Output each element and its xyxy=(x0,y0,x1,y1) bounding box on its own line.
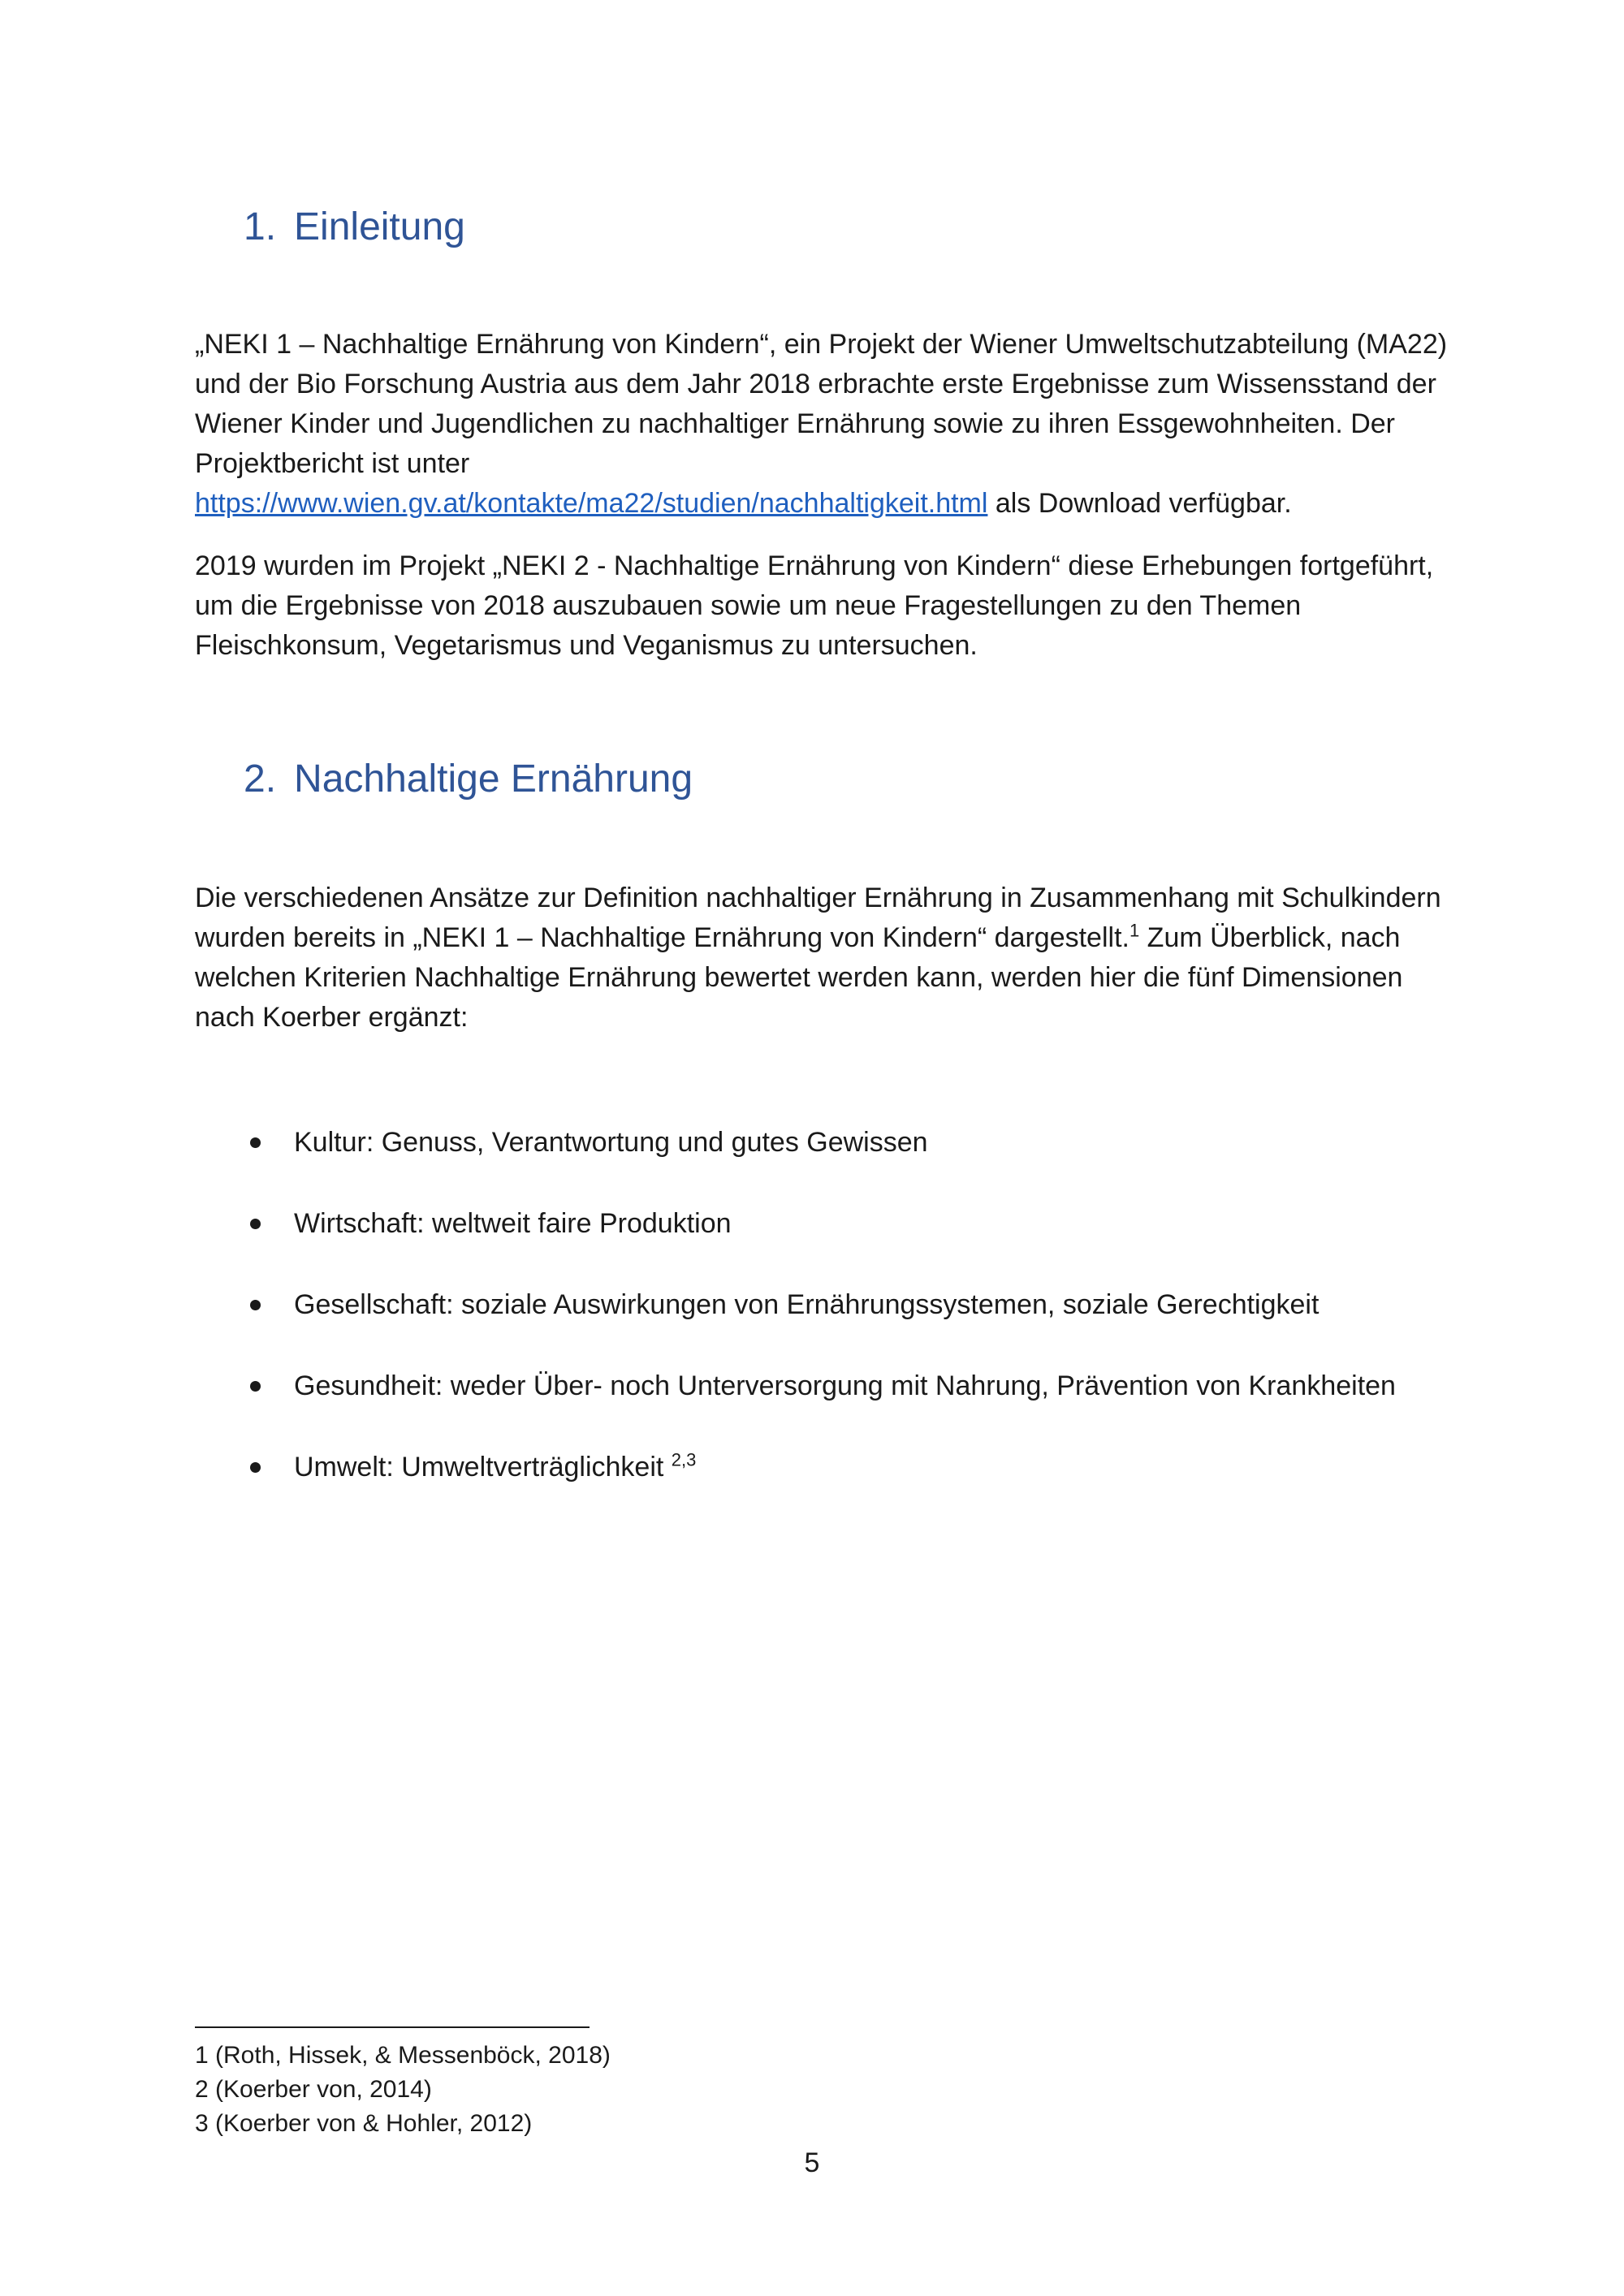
intro-paragraph-2: 2019 wurden im Projekt „NEKI 2 - Nachhaltige Ernährung von Kindern“ diese Erhebungen fortgeführt, um die Ergebnisse von 2018 auszubauen sowie um neue Fragestellungen zu den Themen Fleischkonsum, Vegetarismus und Veganismus zu untersuchen. xyxy=(195,550,1434,661)
footnote: 3 (Koerber von & Hohler, 2012) xyxy=(195,2110,533,2137)
footnotes xyxy=(195,2039,611,2141)
project-report-link[interactable]: https://www.wien.gv.at/kontakte/ma22/studien/nachhaltigkeit.html xyxy=(195,488,988,519)
sustainability-paragraph xyxy=(195,878,1462,1038)
intro-paragraph-1-tail: als Download verfügbar. xyxy=(987,488,1292,519)
section-1-number: 1. xyxy=(244,205,277,248)
section-1-heading xyxy=(244,205,465,249)
section-2-title: Nachhaltige Ernährung xyxy=(294,757,693,801)
list-item-text: Gesellschaft: soziale Auswirkungen von Ernährungssystemen, soziale Gerechtigkeit xyxy=(294,1289,1320,1320)
page-number: 5 xyxy=(804,2147,820,2178)
list-item-text: Gesundheit: weder Über- noch Unterversorgung mit Nahrung, Prävention von Krankheiten xyxy=(294,1370,1396,1401)
footnote: 2 (Koerber von, 2014) xyxy=(195,2076,432,2103)
sustainability-paragraph-tail: Zum Überblick, nach welchen Kriterien Nachhaltige Ernährung bewertet werden kann, werden hier die fünf Dimensionen nach Koerber ergänzt: xyxy=(195,922,1403,1033)
bullet-icon xyxy=(250,1300,261,1310)
footnote-ref-1[interactable]: 1 xyxy=(1129,920,1140,941)
section-2-heading xyxy=(244,757,693,801)
list-item xyxy=(0,1123,1624,1204)
footnote-separator xyxy=(195,2026,590,2028)
list-item-text: Wirtschaft: weltweit faire Produktion xyxy=(294,1208,732,1239)
dimensions-list xyxy=(0,1123,1624,1529)
bullet-icon xyxy=(250,1462,261,1473)
intro-paragraph-1-text: „NEKI 1 – Nachhaltige Ernährung von Kindern“, ein Projekt der Wiener Umweltschutzabteilung (MA22) und der Bio Forschung Austria aus dem Jahr 2018 erbrachte erste Ergebnisse zum Wissensstand der Wiener Kinder und Jugendlichen zu nachhaltiger Ernährung sowie zu ihren Essgewohnheiten. Der Projektbericht ist unter xyxy=(195,329,1448,479)
intro-paragraph-1 xyxy=(195,325,1462,524)
list-item xyxy=(0,1366,1624,1448)
bullet-icon xyxy=(250,1137,261,1148)
list-item-text: Kultur: Genuss, Verantwortung und gutes Gewissen xyxy=(294,1127,928,1158)
list-item xyxy=(0,1204,1624,1285)
list-item-text: Umwelt: Umweltverträglichkeit xyxy=(294,1452,672,1482)
bullet-icon xyxy=(250,1381,261,1392)
section-1-title: Einleitung xyxy=(294,205,465,248)
list-item xyxy=(0,1285,1624,1366)
bullet-icon xyxy=(250,1219,261,1229)
sustainability-paragraph-text: Die verschiedenen Ansätze zur Definition nachhaltiger Ernährung in Zusammenhang mit Schulkindern wurden bereits in „NEKI 1 – Nachhaltige Ernährung von Kindern“ dargestellt. xyxy=(195,883,1441,953)
footnote: 1 (Roth, Hissek, & Messenböck, 2018) xyxy=(195,2042,611,2069)
section-2-number: 2. xyxy=(244,757,277,801)
list-item xyxy=(0,1448,1624,1529)
list-item-footnote-ref[interactable]: 2,3 xyxy=(671,1449,697,1470)
